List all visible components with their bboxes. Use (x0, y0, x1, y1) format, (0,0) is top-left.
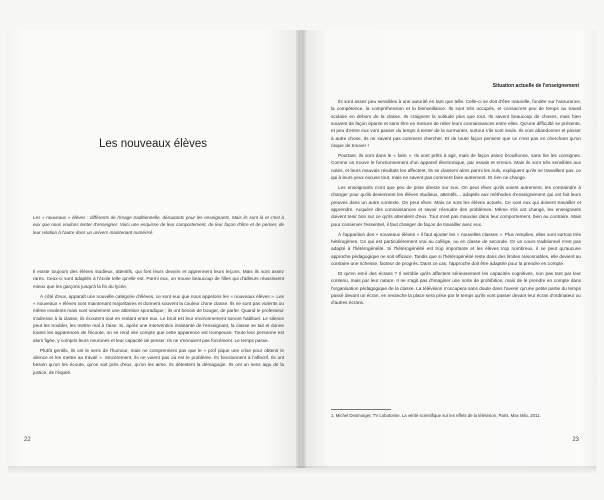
right-body-text (331, 98, 581, 309)
paragraph: Ils sont assez peu sensibles à une autorité en tant que telle. Celle-ci se doit d'être naturelle, fondée sur l'assurance, la compétence, la compréhension et la bienveillance. Ils sont très occupés, et consacrent peu de temps au travail scolaire en dehors de la classe. Ils craignent la solitude plus que tout. Ils savent beaucoup de choses, mais bien souvent de façon éparse et sans être en mesure de relier leurs connaissances entre elles. Qu'une difficulté se présente, et peu d'entre eux vont passer du temps à tenter de la surmonter, surtout s'ils sont seuls. Ils vont abandonner et passer à autre chose. Ils ne savent pas comment chercher. Et de toute façon pensent que ce n'est pas en cherchant qu'on risque de trouver ! (331, 99, 581, 149)
footnote: 1. Michel Desmurget, TV Lobotomie. La vérité scientifique sur les effets de la télévision, Paris, Max Milo, 2011. (331, 413, 541, 418)
paragraph: Les enseignants n'ont que peu de prise directe sur eux. On peut rêver qu'ils soient autrement, les contraindre à changer pour qu'ils deviennent les élèves studieux, attentifs… adaptés aux méthodes d'enseignement qui ont fait leurs preuves dans un autre contexte. On peut rêver. Mais ce sont les élèves actuels. Ce sont eux qui doivent travailler et apprendre. Acquérir des connaissances et savoir résoudre des problèmes. Même s'ils ont changé, les enseignants doivent tenir bon sur ce qu'ils attendent d'eux. Tout n'est pas mauvais dans leur comportement, bien au contraire. Mais pour conserver l'essentiel, il faut changer de façon de travailler avec eux. (331, 184, 581, 227)
right-page (302, 30, 597, 468)
paragraph: Pourtant, ils sont dans le « faire ». Ils sont prêts à agir, mais de façon assez brouillonne, sans lire les consignes. Comme on trouve le fonctionnement d'un appareil électronique, par essais et erreurs. Mais ils sont très sensibles aux notes, et leurs mauvais résultats les affectent. Ils se classent alors parmi les nuls, expliquent qu'ils ne travaillent pas, ce qui à leurs yeux excuse tout, mais ne savent pas comment faire autrement. Et rien ne change. (331, 153, 581, 181)
page-number-right: 23 (572, 437, 579, 443)
chapter-title: Les nouveaux élèves (98, 138, 208, 150)
chapter-intro: Les « nouveaux » élèves : différents de l'image traditionnelle, déroutants pour les enseignants. Mais ils sont là et c'est à eux que nous voulons tenter d'enseigner. Voici une esquisse de leur comportement, de leur façon d'être et de penser, de leur relation à l'autre dans un univers maintenant numérisé. (33, 215, 284, 235)
paragraph: Il existe toujours des élèves studieux, attentifs, qui font leurs devoirs et apprennent leurs leçons. Mais ils sont assez rares. Ceux-ci sont adaptés à l'école telle qu'elle est. Parmi eux, on trouve beaucoup de filles qui d'ailleurs réussissent mieux que les garçons jusqu'à la fin du lycée. (33, 269, 284, 289)
paragraph: À l'apparition des « nouveaux élèves » il faut ajouter les « nouvelles classes ». Plus remplies, elles sont surtout très hétérogènes. Ce qui est particulièrement vrai au collège, ou en classe de seconde. Or un cours traditionnel n'est pas adapté à l'hétérogénéité. Si l'hétérogénéité est trop importante et les élèves trop nombreux, il se peut qu'aucune approche pédagogique ne soit efficace. Tandis que si l'hétérogénéité reste dans des limites raisonnables, elle devient au contraire une richesse, facteur de progrès. Dans ce cas, l'approche doit être adaptée pour la prendre en compte. (331, 231, 581, 266)
footnote-rule (331, 409, 391, 410)
paragraph: À côté d'eux, apparaît une nouvelle catégorie d'élèves, ce sont eux que nous appelons les « nouveaux élèves ». Les « nouveaux » élèves sont maintenant majoritaires et donnent souvent la couleur d'une classe. Ils ne sont pas violents ou même insolents mais sont seulement une attention sporadique ; ils ont besoin de bouger, de parler. Quand le professeur s'adresse à la classe, ils écoutent tout en restant entre eux. Le bruit est leur environnement sonore habituel. Le silence peut les troubler, les mettre mal à l'aise. Si, après une intervention insistante de l'enseignant, la classe se tait et donne toutes les apparences de l'écoute, on se rend vite compte que cette apparence est trompeuse. Toute leur personne est alors figée, y compris leurs neurones et leur capacité de penser. Ils ne s'ennuient pas forcément. Le temps passe. (33, 293, 284, 343)
book-shadow (8, 466, 596, 474)
paragraph: Et qu'en est-il des écrans ? Il semble qu'ils affectent sérieusement les capacités cognitives, non pas tant par leur contenu, mais par leur nature. Il ne s'agit pas d'imaginer une sorte de prohibition, mais de le prendre en compte dans l'organisation pédagogique de la classe. La télévision n'occupera sans doute dans l'avenir qu'une petite partie du temps passé devant un écran, en revanche la place sera prise par le temps qu'ils vont passer devant leur écran d'ordinateur ou d'autres écrans. (331, 270, 581, 306)
left-body-text (33, 268, 284, 379)
page-number-left: 22 (24, 437, 31, 443)
paragraph: Plutôt gentils, ils ont le sens de l'humour, mais ne comprennent pas que le « prof pique une crise pour obtenir le silence et les mettre au travail ». Sincèrement, ils ne voient pas où est le problème. Ils fonctionnent à l'affectif. Ils ont besoin qu'on les écoute, qu'on soit près d'eux, qu'on les aime. Ils détestent la démagogie. Ils ont un sens aigu de la justice, de l'équité. (33, 347, 284, 375)
book-gutter (296, 30, 306, 468)
left-page (6, 30, 300, 468)
running-head: Situation actuelle de l'enseignement (492, 83, 579, 89)
